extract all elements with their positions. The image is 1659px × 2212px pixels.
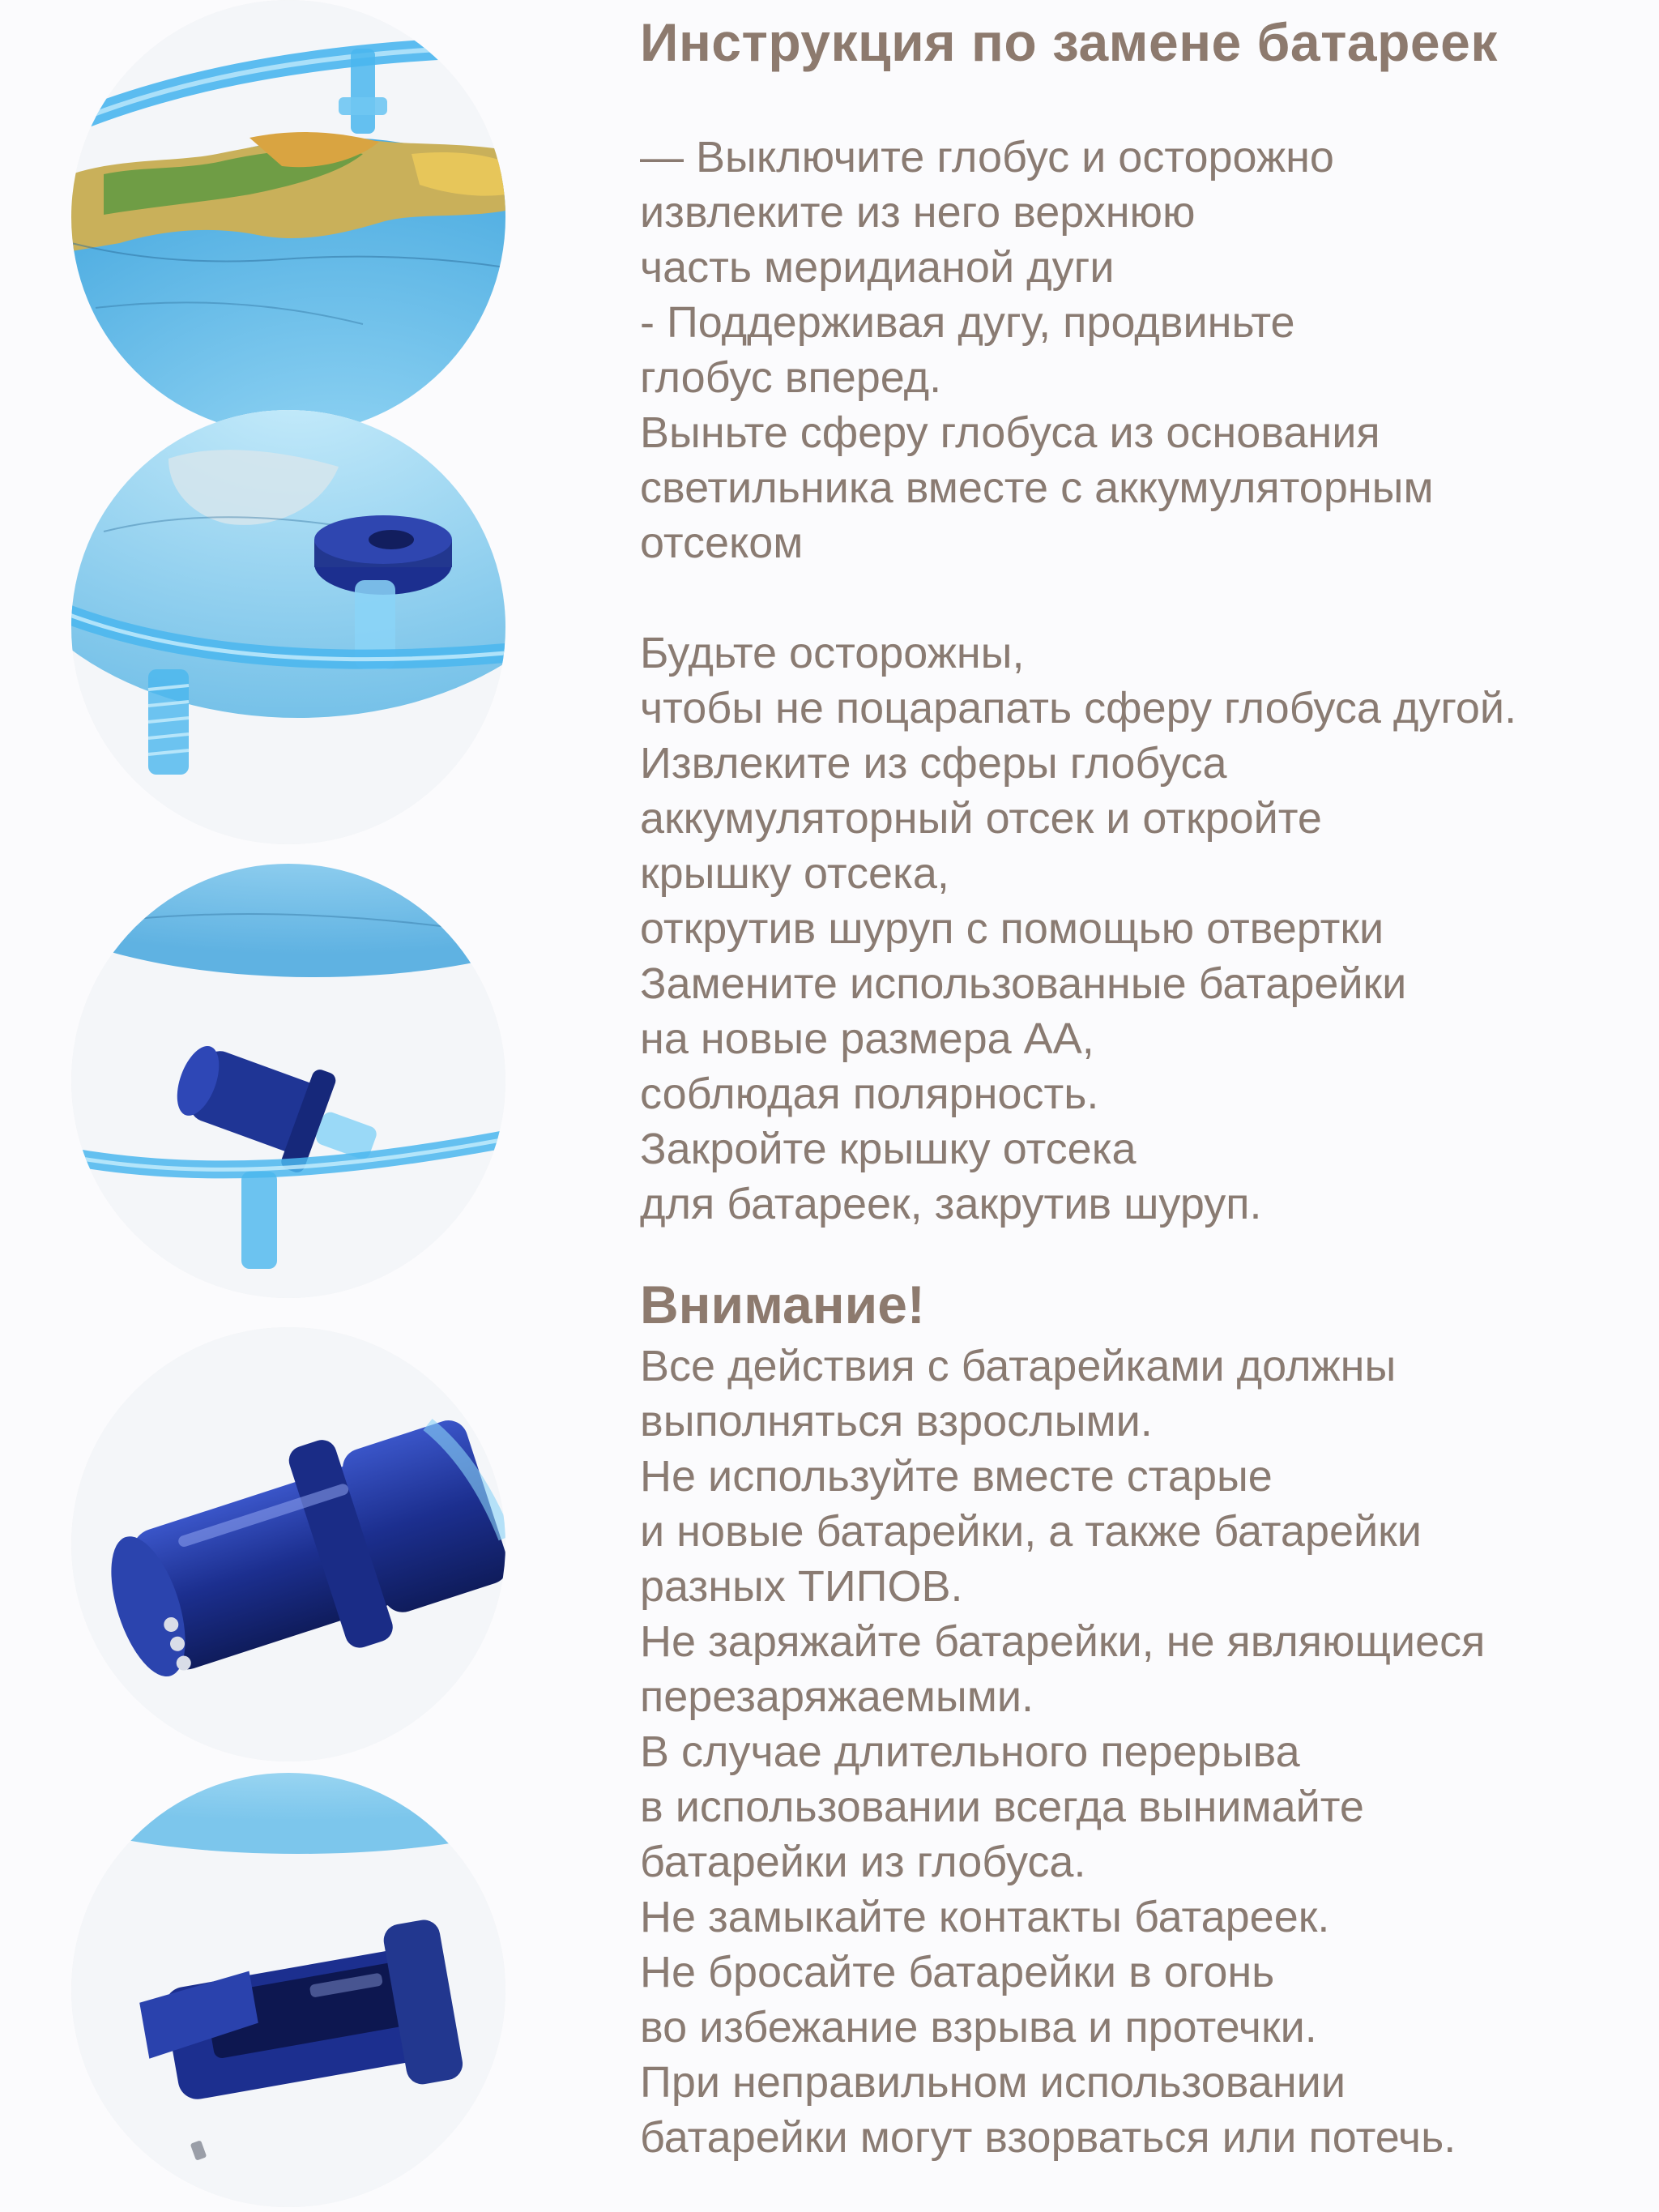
instruction-line: крышку отсека, <box>640 849 949 898</box>
instruction-line: соблюдая полярность. <box>640 1070 1099 1118</box>
photo-battery-tube-closeup <box>71 1327 505 1761</box>
intro-instructions <box>640 130 1434 570</box>
photo-open-compartment <box>71 1773 505 2207</box>
instruction-line: открутив шуруп с помощью отвертки <box>640 904 1384 953</box>
warning-line: Не замыкайте контакты батареек. <box>640 1893 1330 1941</box>
page-title: Инструкция по замене батареек <box>640 12 1498 72</box>
instruction-line: Извлеките из сферы глобуса <box>640 739 1227 788</box>
photo-compartment-extracted <box>71 864 505 1298</box>
instruction-line: отсеком <box>640 519 804 567</box>
warning-line: В случае длительного перерыва <box>640 1727 1300 1776</box>
instruction-line: для батареек, закрутив шуруп. <box>640 1180 1262 1228</box>
instruction-line: — Выключите глобус и осторожно <box>640 133 1334 181</box>
instruction-line: на новые размера АА, <box>640 1014 1094 1063</box>
warning-line: Все действия с батарейками должны <box>640 1342 1397 1390</box>
photo-globe-bottom-compartment <box>71 410 505 844</box>
warning-line: разных ТИПОВ. <box>640 1562 963 1611</box>
instruction-line: - Поддерживая дугу, продвиньте <box>640 298 1295 347</box>
warning-line: батарейки из глобуса. <box>640 1838 1086 1886</box>
warning-line: в использовании всегда вынимайте <box>640 1783 1364 1831</box>
instruction-line: Выньте сферу глобуса из основания <box>640 408 1380 457</box>
instruction-line: извлеките из него верхнюю <box>640 188 1196 237</box>
warning-line: батарейки могут взорваться или потечь. <box>640 2113 1456 2162</box>
warning-line: и новые батарейки, а также батарейки <box>640 1507 1422 1556</box>
care-instructions <box>640 626 1516 1232</box>
warning-line: Не бросайте батарейки в огонь <box>640 1948 1275 1996</box>
instruction-line: глобус вперед. <box>640 353 942 402</box>
instruction-line: Замените использованные батарейки <box>640 959 1407 1008</box>
warning-line: во избежание взрыва и протечки. <box>640 2003 1317 2052</box>
instruction-line: Закройте крышку отсека <box>640 1125 1137 1173</box>
warning-line: При неправильном использовании <box>640 2058 1346 2107</box>
warning-line: выполняться взрослыми. <box>640 1397 1153 1445</box>
warning-title: Внимание! <box>640 1275 925 1334</box>
warning-line: перезаряжаемыми. <box>640 1672 1034 1721</box>
instruction-line: чтобы не поцарапать сферу глобуса дугой. <box>640 684 1517 732</box>
instruction-line: часть меридианой дуги <box>640 243 1115 292</box>
instruction-line: аккумуляторный отсек и откройте <box>640 794 1322 843</box>
instruction-line: светильника вместе с аккумуляторным <box>640 463 1434 512</box>
warning-list <box>640 1339 1485 2165</box>
warning-line: Не используйте вместе старые <box>640 1452 1273 1501</box>
photo-globe-top-arc <box>71 0 505 434</box>
instruction-line: Будьте осторожны, <box>640 629 1025 677</box>
warning-line: Не заряжайте батарейки, не являющиеся <box>640 1617 1486 1666</box>
